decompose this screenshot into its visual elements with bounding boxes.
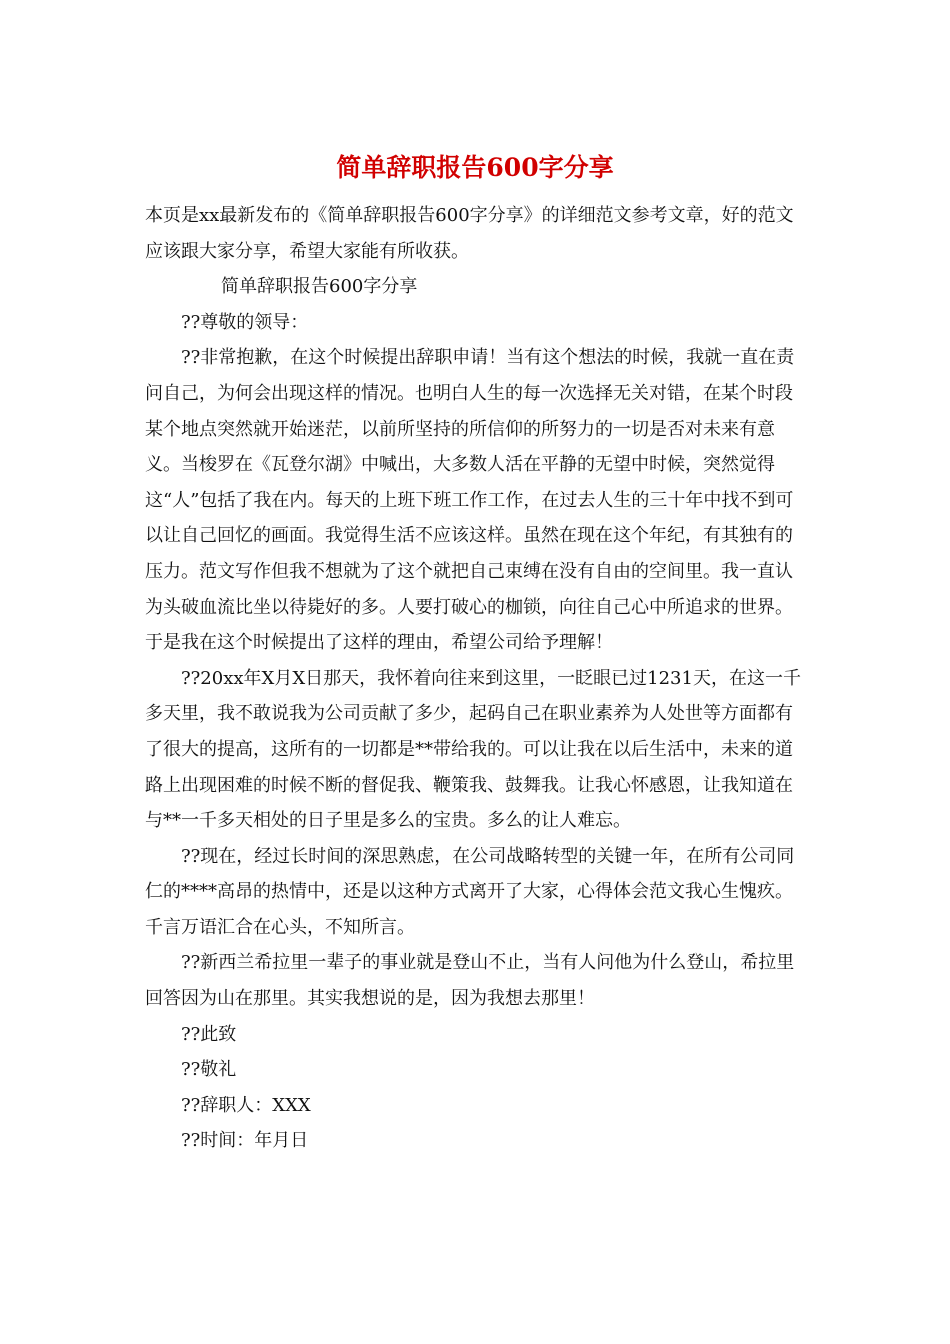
date-line: ??时间：年月日: [181, 1130, 309, 1152]
document-body: [145, 198, 805, 1159]
subtitle-line: 简单辞职报告600字分享: [221, 276, 418, 298]
body-paragraph: ??20xx年X月X日那天，我怀着向往来到这里，一眨眼已过1231天，在这一千多天里，我不敢说我为公司贡献了多少，起码自己在职业素养为人处世等方面都有了很大的提高，这所有的一切都是**带给我的。可以让我在以后生活中，未来的道路上出现困难的时候不断的督促我、鞭策我、鼓舞我。让我心怀感恩，让我知道在与**一千多天相处的日子里是多么的宝贵。多么的让人难忘。: [145, 667, 801, 832]
signer-line: ??辞职人：XXX: [181, 1094, 311, 1116]
closing-regards-line: ??敬礼: [181, 1059, 237, 1081]
document-title: 简单辞职报告600字分享: [336, 153, 614, 182]
intro-paragraph: 本页是xx最新发布的《简单辞职报告600字分享》的详细范文参考文章，好的范文应该跟大家分享，希望大家能有所收获。: [145, 205, 794, 262]
body-paragraph: ??新西兰希拉里一辈子的事业就是登山不止，当有人问他为什么登山，希拉里回答因为山在那里。其实我想说的是，因为我想去那里！: [145, 952, 795, 1010]
body-paragraph: ??非常抱歉，在这个时候提出辞职申请！当有这个想法的时候，我就一直在责问自己，为何会出现这样的情况。也明白人生的每一次选择无关对错，在某个时段某个地点突然就开始迷茫，以前所坚持的所信仰的所努力的一切是否对未来有意义。当梭罗在《瓦登尔湖》中喊出，大多数人活在平静的无望中时候，突然觉得这“人”包括了我在内。每天的上班下班工作工作，在过去人生的三十年中找不到可以让自己回忆的画面。我觉得生活不应该这样。虽然在现在这个年纪，有其独有的压力。范文写作但我不想就为了这个就把自己束缚在没有自由的空间里。我一直认为头破血流比坐以待毙好的多。人要打破心的枷锁，向往自己心中所追求的世界。于是我在这个时候提出了这样的理由，希望公司给予理解！: [145, 347, 795, 654]
closing-line: ??此致: [181, 1023, 237, 1045]
salutation-line: ??尊敬的领导：: [181, 311, 309, 333]
body-paragraph: ??现在，经过长时间的深思熟虑，在公司战略转型的关键一年，在所有公司同仁的****高昂的热情中，还是以这种方式离开了大家，心得体会范文我心生愧疚。千言万语汇合在心头，不知所言。: [145, 845, 795, 938]
